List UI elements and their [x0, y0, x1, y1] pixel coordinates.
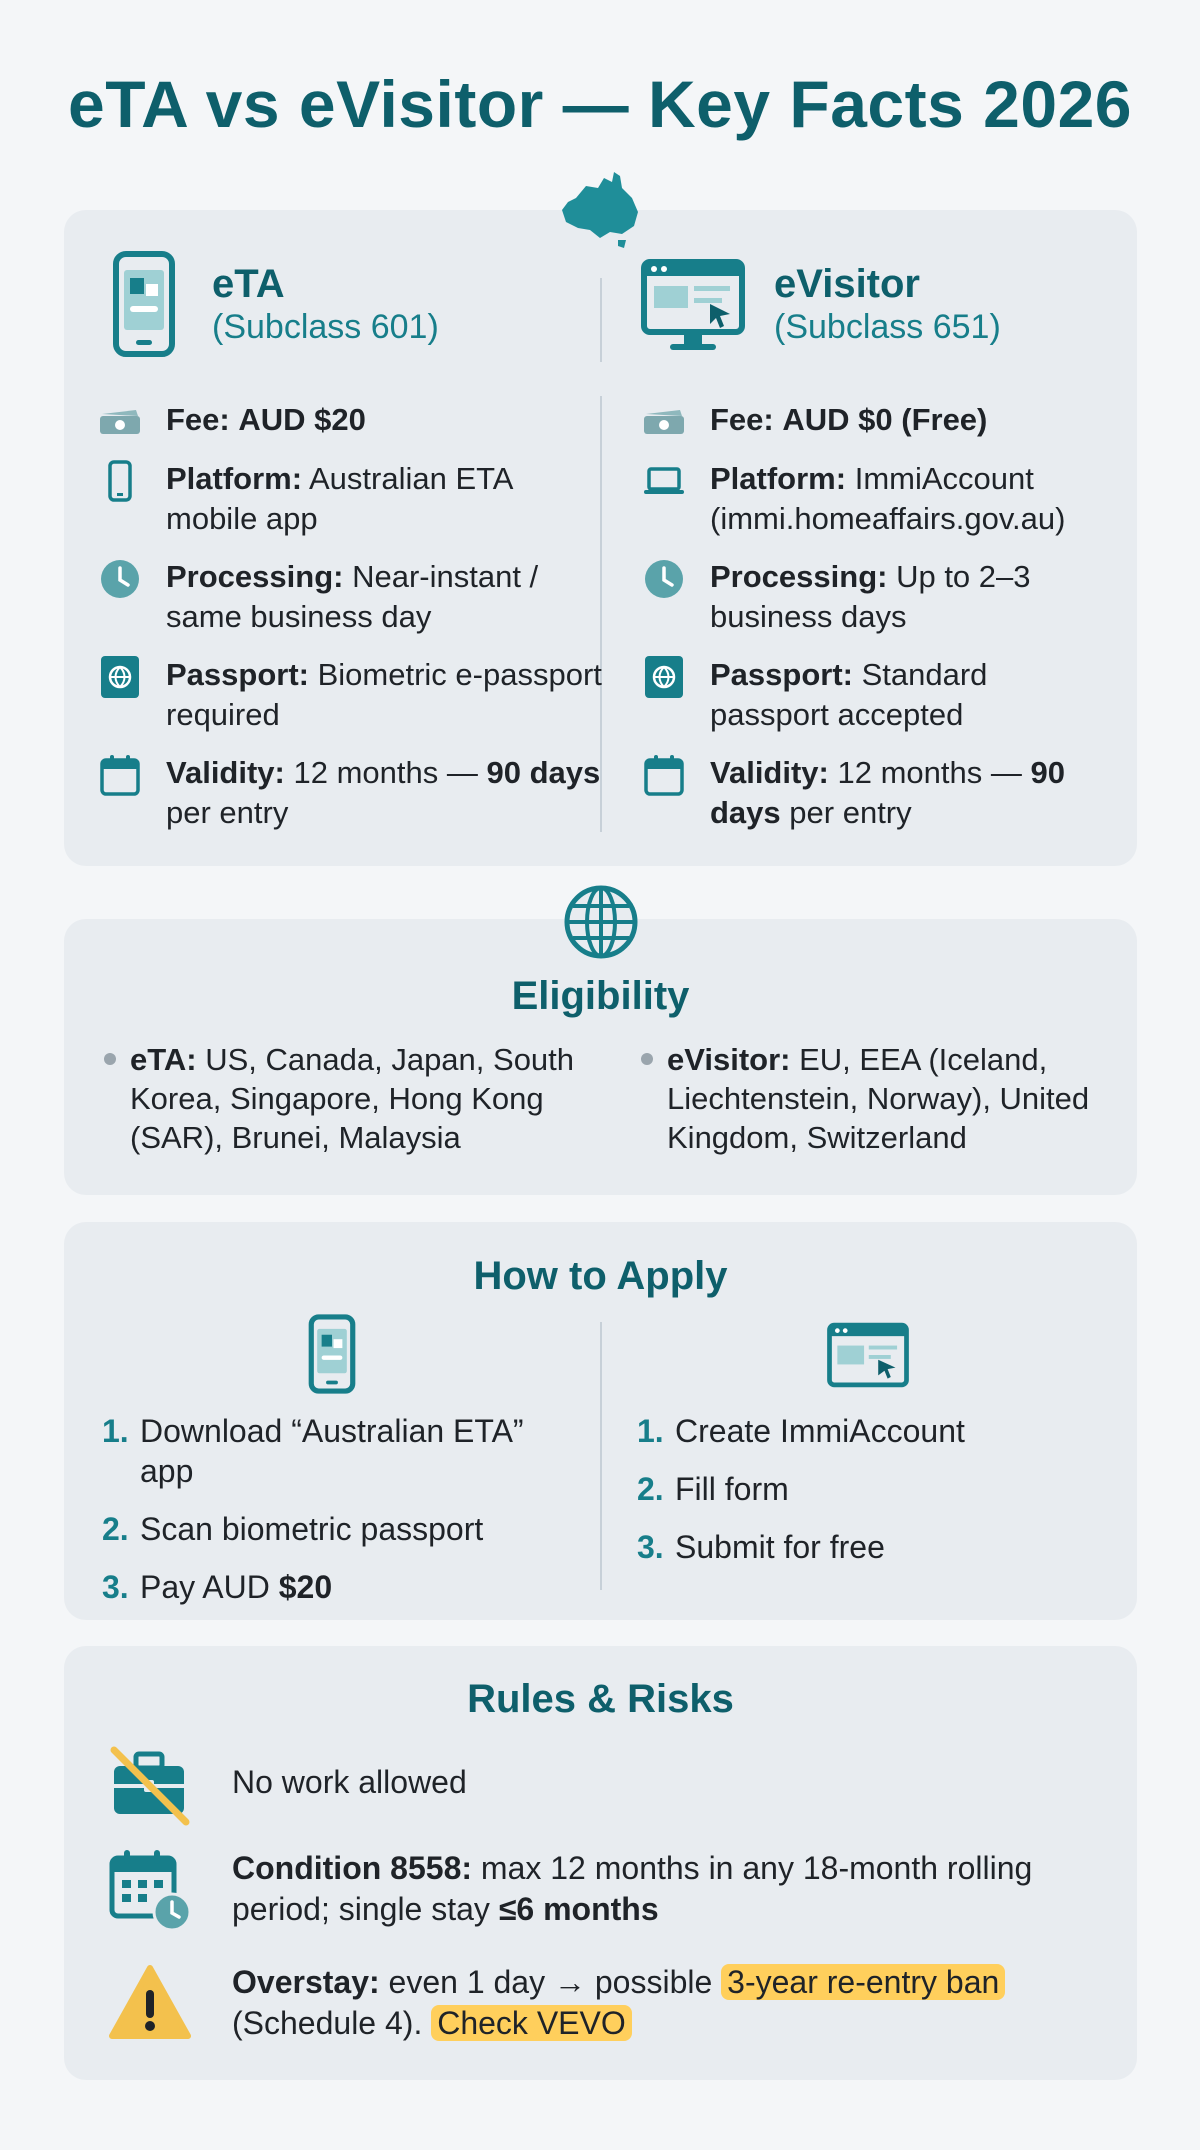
evisitor-processing-value: Up to 2–3 business days	[710, 559, 1031, 634]
evisitor-fee-row	[642, 400, 1180, 442]
condition-text	[232, 1848, 1122, 1930]
evisitor-eligibility-text: EU, EEA (Iceland, Liechtenstein, Norway), United Kingdom, Switzerland	[667, 1042, 1090, 1155]
evisitor-steps	[637, 1411, 1097, 1585]
evisitor-platform-row	[642, 459, 1180, 539]
eta-subclass: (Subclass 601)	[212, 308, 439, 346]
money-icon	[98, 408, 142, 436]
evisitor-fee-value: AUD $0 (Free)	[782, 402, 988, 437]
apply-title: How to Apply	[473, 1254, 728, 1298]
evisitor-step: 3. Submit for free	[637, 1529, 885, 1565]
condition-label: Condition 8558:	[232, 1850, 473, 1886]
evisitor-name: eVisitor	[774, 262, 920, 306]
eta-processing-value: Near-instant / same business day	[166, 559, 539, 634]
eta-header	[212, 262, 439, 349]
condition-bold: ≤6 months	[498, 1891, 659, 1927]
overstay-label: Overstay:	[232, 1964, 380, 2000]
eta-name: eTA	[212, 262, 285, 306]
eta-passport-value: Biometric e-passport required	[166, 657, 602, 732]
eta-step: 3. Pay AUD $20	[102, 1569, 333, 1605]
column-divider	[600, 1322, 602, 1590]
phone-icon	[308, 1314, 356, 1394]
eta-eligibility-text: US, Canada, Japan, South Korea, Singapore, Hong Kong (SAR), Brunei, Malaysia	[130, 1042, 575, 1155]
eta-step: 1. Download “Australian ETA” app	[102, 1413, 524, 1489]
evisitor-passport-label: Passport:	[710, 657, 853, 692]
eta-fee-label: Fee:	[166, 402, 230, 437]
mobile-icon	[107, 459, 133, 503]
evisitor-step: 2. Fill form	[637, 1471, 789, 1507]
warning-icon	[108, 1962, 192, 2046]
evisitor-passport-value: Standard passport accepted	[710, 657, 988, 732]
evisitor-validity-tail: per entry	[789, 795, 912, 830]
passport-icon	[100, 655, 140, 699]
eta-passport-label: Passport:	[166, 657, 309, 692]
money-icon	[642, 408, 686, 436]
eta-platform-label: Platform:	[166, 461, 303, 496]
evisitor-step: 1. Create ImmiAccount	[637, 1413, 965, 1449]
evisitor-passport-row	[642, 655, 1070, 735]
eta-fee-row	[98, 400, 606, 442]
overstay-body: even 1 day → possible	[388, 1964, 713, 2000]
desktop-icon	[640, 258, 746, 354]
eta-step: 2. Scan biometric passport	[102, 1511, 484, 1547]
eta-validity-row	[98, 753, 606, 833]
calendar-clock-icon	[108, 1848, 192, 1932]
check-vevo-highlight: Check VEVO	[431, 2005, 632, 2041]
phone-icon	[112, 250, 176, 358]
no-work-briefcase-icon	[108, 1742, 192, 1826]
eta-validity-label: Validity:	[166, 755, 285, 790]
evisitor-eligibility	[667, 1040, 1127, 1157]
eta-passport-row	[98, 655, 606, 735]
eta-validity-value: 12 months —	[293, 755, 478, 790]
eligibility-title: Eligibility	[511, 974, 690, 1018]
reentry-ban-highlight: 3-year re-entry ban	[721, 1964, 1005, 2000]
eta-eligibility	[130, 1040, 600, 1157]
eta-platform-row	[98, 459, 606, 539]
evisitor-platform-label: Platform:	[710, 461, 847, 496]
rules-title: Rules & Risks	[467, 1677, 734, 1721]
calendar-icon	[99, 753, 141, 797]
no-work-text: No work allowed	[232, 1764, 467, 1800]
eta-validity-tail: per entry	[166, 795, 289, 830]
evisitor-validity-days: 90 days	[710, 755, 1065, 830]
globe-icon	[563, 884, 639, 960]
calendar-icon	[643, 753, 685, 797]
evisitor-eligibility-label: eVisitor:	[667, 1042, 791, 1077]
passport-icon	[644, 655, 684, 699]
eta-eligibility-label: eTA:	[130, 1042, 197, 1077]
eta-steps	[102, 1411, 562, 1625]
laptop-icon	[642, 466, 686, 496]
evisitor-validity-row	[642, 753, 1130, 833]
desktop-icon	[826, 1322, 910, 1388]
condition-body: max 12 months in any 18-month rolling period; single stay	[232, 1850, 1033, 1927]
evisitor-subclass: (Subclass 651)	[774, 308, 1001, 346]
condition-rule	[108, 1848, 1122, 1932]
page-title: eTA vs eVisitor — Key Facts 2026	[68, 67, 1132, 141]
evisitor-platform-value: ImmiAccount (immi.homeaffairs.gov.au)	[710, 461, 1066, 536]
evisitor-validity-value: 12 months —	[837, 755, 1022, 790]
evisitor-validity-label: Validity:	[710, 755, 829, 790]
australia-map-icon	[556, 168, 646, 252]
overstay-rule	[108, 1962, 1122, 2046]
eta-platform-value: Australian ETA mobile app	[166, 461, 512, 536]
clock-icon	[100, 559, 140, 599]
no-work-rule	[108, 1742, 1122, 1826]
evisitor-processing-label: Processing:	[710, 559, 888, 594]
column-divider	[600, 278, 602, 362]
evisitor-fee-label: Fee:	[710, 402, 774, 437]
clock-icon	[644, 559, 684, 599]
eta-processing-row	[98, 557, 606, 637]
eta-processing-label: Processing:	[166, 559, 344, 594]
evisitor-processing-row	[642, 557, 1130, 637]
evisitor-header	[774, 262, 1001, 349]
eta-validity-days: 90 days	[486, 755, 601, 790]
eta-fee-value: AUD $20	[238, 402, 366, 437]
overstay-schedule: (Schedule 4).	[232, 2005, 423, 2041]
overstay-text	[232, 1962, 1122, 2044]
